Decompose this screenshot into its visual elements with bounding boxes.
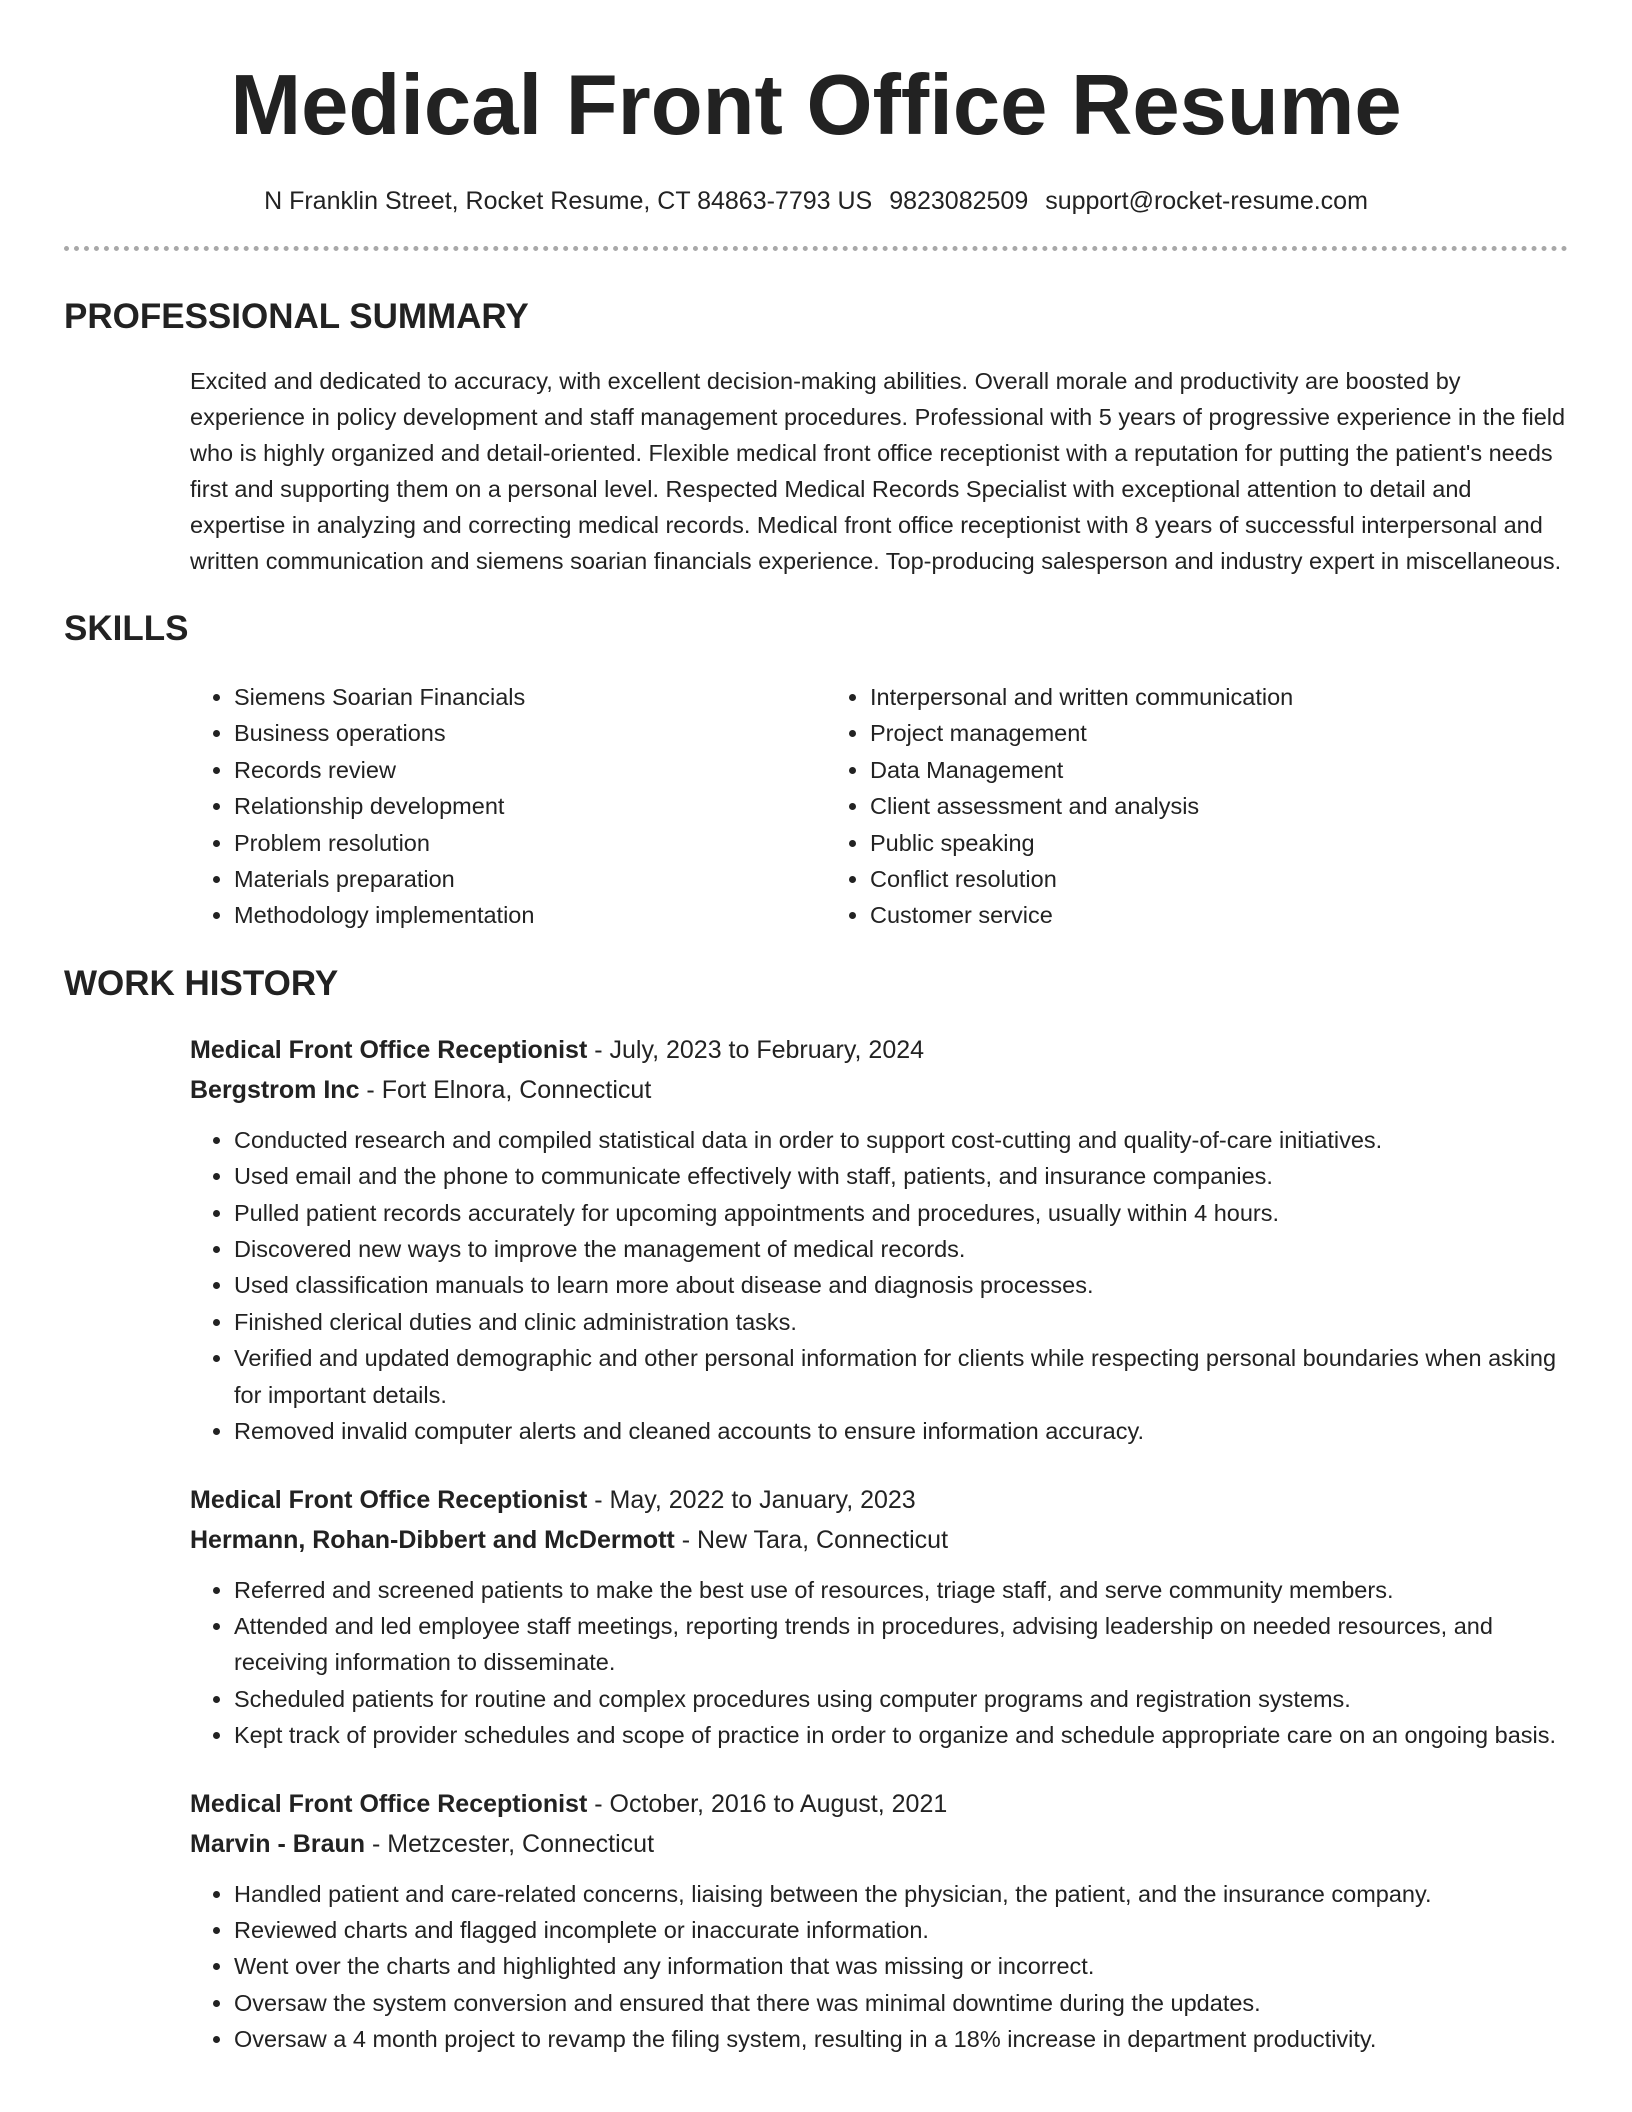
job-title: Medical Front Office Receptionist xyxy=(190,1485,588,1514)
job-company-line xyxy=(190,1070,1568,1110)
summary-heading: PROFESSIONAL SUMMARY xyxy=(64,297,529,336)
job-bullet: • Verified and updated demographic and other personal information for clients while respecting personal boundaries when asking for important details. xyxy=(234,1340,1568,1413)
job-bullet: • Kept track of provider schedules and scope of practice in order to organize and schedule appropriate care on an ongoing basis. xyxy=(234,1717,1568,1753)
job-bullet: • Used email and the phone to communicate effectively with staff, patients, and insurance companies. xyxy=(234,1158,1568,1194)
skill-item: • Conflict resolution xyxy=(870,861,1462,897)
job-bullet: • Used classification manuals to learn more about disease and diagnosis processes. xyxy=(234,1267,1568,1303)
skill-item: • Business operations xyxy=(234,715,826,751)
resume-page xyxy=(64,0,1568,2058)
job-title: Medical Front Office Receptionist xyxy=(190,1035,588,1064)
job-bullet: • Removed invalid computer alerts and cleaned accounts to ensure information accuracy. xyxy=(234,1413,1568,1449)
job-bullet: • Oversaw the system conversion and ensured that there was minimal downtime during the updates. xyxy=(234,1985,1568,2021)
skills-column-left xyxy=(190,679,826,934)
job-bullet: • Reviewed charts and flagged incomplete or inaccurate information. xyxy=(234,1912,1568,1948)
job-title-line xyxy=(190,1030,1568,1070)
contact-email[interactable]: support@rocket-resume.com xyxy=(1045,187,1368,215)
job-location: - New Tara, Connecticut xyxy=(674,1525,949,1554)
job-bullet: • Handled patient and care-related concerns, liaising between the physician, the patient, and the insurance company. xyxy=(234,1876,1568,1912)
skill-item: • Siemens Soarian Financials xyxy=(234,679,826,715)
contact-phone: 9823082509 xyxy=(889,187,1029,215)
contact-address: N Franklin Street, Rocket Resume, CT 84863-7793 US xyxy=(264,187,873,215)
job-company-line xyxy=(190,1824,1568,1864)
job-bullet: • Scheduled patients for routine and complex procedures using computer programs and registration systems. xyxy=(234,1681,1568,1717)
job-bullets xyxy=(190,1876,1568,2058)
job-company: Hermann, Rohan-Dibbert and McDermott xyxy=(190,1525,675,1554)
job-dates: - May, 2022 to January, 2023 xyxy=(587,1485,916,1514)
job-title-line xyxy=(190,1784,1568,1824)
job-location: - Metzcester, Connecticut xyxy=(365,1829,655,1858)
job-dates: - October, 2016 to August, 2021 xyxy=(587,1789,948,1818)
job-bullet: • Referred and screened patients to make the best use of resources, triage staff, and serve community members. xyxy=(234,1572,1568,1608)
job-dates: - July, 2023 to February, 2024 xyxy=(587,1035,925,1064)
skill-item: • Problem resolution xyxy=(234,825,826,861)
skills-heading: SKILLS xyxy=(64,609,189,648)
job-company-line xyxy=(190,1520,1568,1560)
job-bullet: • Pulled patient records accurately for upcoming appointments and procedures, usually within 4 hours. xyxy=(234,1195,1568,1231)
job-bullet: • Discovered new ways to improve the management of medical records. xyxy=(234,1231,1568,1267)
skill-item: • Records review xyxy=(234,752,826,788)
job-bullet: • Attended and led employee staff meetings, reporting trends in procedures, advising leadership on needed resources, and receiving information to disseminate. xyxy=(234,1608,1568,1681)
summary-text: Excited and dedicated to accuracy, with excellent decision-making abilities. Overall morale and productivity are boosted by experience in policy development and staff management procedures. Professional with 5 years of progressive experience in the field who is highly organized and detail-oriented. Flexible medical front office receptionist with a reputation for putting the patient's needs first and supporting them on a personal level. Respected Medical Records Specialist with exceptional attention to detail and expertise in analyzing and correcting medical records. Medical front office receptionist with 8 years of successful interpersonal and written communication and siemens soarian financials experience. Top-producing salesperson and industry expert in miscellaneous. xyxy=(190,368,1566,574)
job-entry xyxy=(190,1480,1568,1754)
skill-item: • Data Management xyxy=(870,752,1462,788)
job-title-line xyxy=(190,1480,1568,1520)
job-company: Marvin - Braun xyxy=(190,1829,366,1858)
skill-item: • Materials preparation xyxy=(234,861,826,897)
skill-item: • Relationship development xyxy=(234,788,826,824)
skill-item: • Public speaking xyxy=(870,825,1462,861)
work-heading: WORK HISTORY xyxy=(64,963,339,1003)
job-entry xyxy=(190,1784,1568,2058)
job-bullet: • Went over the charts and highlighted any information that was missing or incorrect. xyxy=(234,1948,1568,1984)
job-bullet: • Finished clerical duties and clinic administration tasks. xyxy=(234,1304,1568,1340)
header-divider xyxy=(64,246,1568,251)
resume-name: Medical Front Office Resume xyxy=(230,58,1402,153)
skill-item: • Project management xyxy=(870,715,1462,751)
skill-item: • Customer service xyxy=(870,897,1462,933)
skills-column-right xyxy=(826,679,1462,934)
job-company: Bergstrom Inc xyxy=(190,1075,360,1104)
skill-item: • Client assessment and analysis xyxy=(870,788,1462,824)
job-title: Medical Front Office Receptionist xyxy=(190,1789,588,1818)
job-entry xyxy=(190,1030,1568,1450)
skill-item: • Methodology implementation xyxy=(234,897,826,933)
job-location: - Fort Elnora, Connecticut xyxy=(359,1075,652,1104)
contact-line xyxy=(64,184,1568,218)
job-bullets xyxy=(190,1122,1568,1450)
skill-item: • Interpersonal and written communication xyxy=(870,679,1462,715)
skills-list xyxy=(190,679,1568,934)
job-bullet: • Oversaw a 4 month project to revamp the filing system, resulting in a 18% increase in department productivity. xyxy=(234,2021,1568,2057)
job-bullet: • Conducted research and compiled statistical data in order to support cost-cutting and quality-of-care initiatives. xyxy=(234,1122,1568,1158)
job-bullets xyxy=(190,1572,1568,1754)
